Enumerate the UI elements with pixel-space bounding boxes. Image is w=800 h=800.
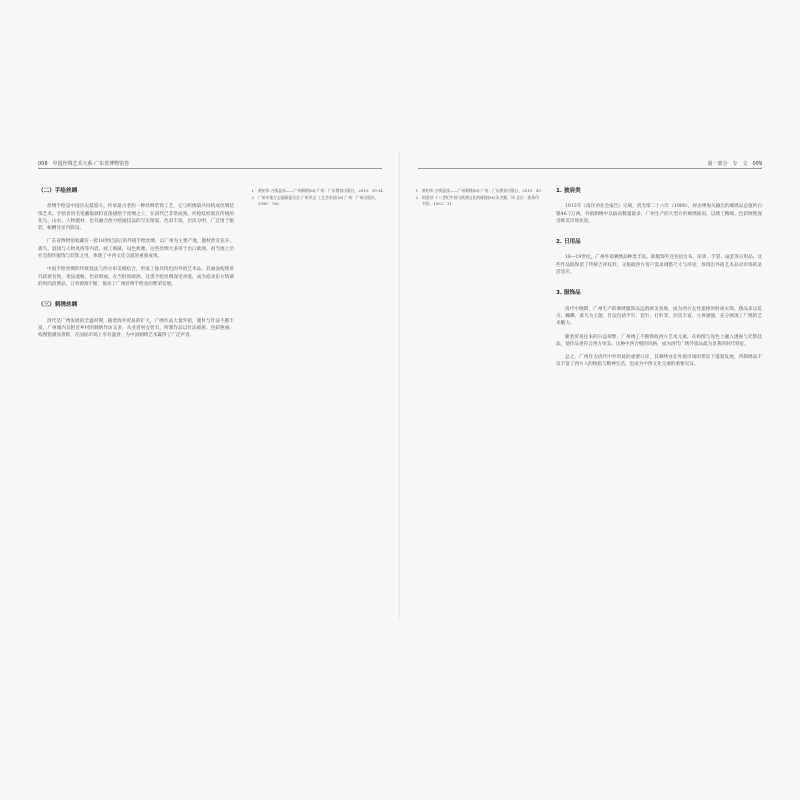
footnote bbox=[412, 188, 542, 194]
footnote bbox=[248, 188, 388, 194]
section-heading: 3. 服饰品 bbox=[556, 290, 581, 297]
footnote-text: 黄柏华.万绣盈丝——广州刺绣[M].广州：广东教育出版社，2010：19-24. bbox=[258, 188, 385, 193]
section-heading: （三）刺绣丝绸 bbox=[38, 302, 78, 309]
paragraph: 1913年《南洋劝业会报告》记载，清光绪二十六年（1900），经由粤海关输出的刺绣品总值约白银46.7万两。外销刺绣中以披肩数量最多，广州生产的大型方形刺绣披肩，以绣工精细、色彩鲜艳深受欧美市场欢迎。 bbox=[556, 204, 762, 224]
footnote bbox=[412, 195, 542, 207]
section-heading: 2. 日用品 bbox=[556, 239, 581, 246]
paragraph: 总之，广州作为清代中外贸易的重要口岸，其刺绣业在外销市场的带动下蓬勃发展，所制绣品不仅丰富了西方人的物质与精神生活，也成为中西文化交流的重要见证。 bbox=[556, 355, 762, 368]
footnote-text: 黄柏华.万绣盈丝——广州刺绣[M].广州：广东教育出版社，2010：49. bbox=[422, 188, 542, 193]
paragraph: 清代是广绣发展的全盛时期，随着海外贸易的扩大，广绣作品大量外销，题材与针法不断丰富。广州城内及附近乡村的刺绣作坊众多，从业者男女皆有，所制作品以针法细密、色彩艳丽、构图饱满而著称，在国际市场上享有盛誉，为中国刺绣艺术赢得了广泛声誉。 bbox=[38, 318, 234, 339]
right-page-footnotes bbox=[412, 188, 542, 208]
section-heading: 1. 披肩类 bbox=[556, 188, 581, 194]
footnote-number: 1 bbox=[251, 188, 254, 193]
section-daily-goods bbox=[556, 239, 762, 276]
left-page-footnotes bbox=[248, 188, 388, 208]
section-hand-painted-silk bbox=[38, 188, 234, 288]
paragraph: 中国手绘丝绸的传统技法与西方审美相结合，形成了独具特色的外销艺术品。其画面构图讲究疏密有致，笔法流畅，色彩明丽。在当时的欧洲，这类手绘丝绸深受喜爱，成为追求东方情调的时尚消费品，订单源源不断，推动了广州丝绸手绘业的繁荣发展。 bbox=[38, 267, 234, 287]
right-page-main-column bbox=[556, 188, 762, 375]
footnote bbox=[248, 195, 388, 207]
paragraph: 清代中晚期，广州生产的刺绣服饰品远销欧美各地，成为西方女性追捧的时尚衣饰。绣品多以花卉、蝴蝶、禽鸟为主题，针法包括平针、套针、打籽等，层次丰富，立体感强，充分展现了广绣的艺术魅力。 bbox=[556, 306, 762, 327]
left-page-main-column bbox=[38, 188, 234, 345]
footnote-number: 2 bbox=[415, 195, 418, 200]
section-embroidered-silk bbox=[38, 302, 234, 339]
section-apparel bbox=[556, 290, 762, 368]
paragraph: 随着贸易往来的日益频繁，广州绣工不断吸收西方艺术元素，在构图与设色上融入透视与光影技法，使作品更符合西方审美。这种中西合璧的风格，成为清代广绣外销品最为显著的时代特征。 bbox=[556, 334, 762, 347]
paragraph: 丝绸手绘是中国历史最悠久、传承最古老的一种丝绸装饰工艺，它与织绣染共同构成丝绸装饰艺术。手绘者用毛笔蘸取颜料直接描绘于丝绸之上，在清代已非常成熟，所绘纹样既有传统的花鸟、山水、人物题材，也有融合西方绘画技法的写实图案，色彩丰富，层次分明，广泛用于服装、帐幔及室内陈设。 bbox=[38, 204, 234, 232]
paragraph: 广东省博物馆收藏有一批18世纪前后的外销手绘丝绸，以广州为主要产地，题材涉及花卉、禽鸟、庭园与人物风俗等内容，画工细腻，设色典雅。这些丝绸大多用于出口欧洲，供当地上层社会制作服饰与装饰之用，体现了中西文化交流的重要成果。 bbox=[38, 239, 234, 260]
running-head-right: 第一部分 专 文 009 bbox=[707, 161, 762, 167]
paragraph: 18—19世纪，广州外销刺绣品种类丰富，除服饰外还包括台布、床罩、手袋、扇套等日用品。这些作品既保留了传统吉祥纹样，又根据西方客户需求调整尺寸与用途，体现出外销艺术品对市场的灵活适应。 bbox=[556, 255, 762, 276]
footnote-text: 广州市地方志编纂委员会.广州市志·工艺美术卷[M].广州：广州出版社，1996：756. bbox=[258, 195, 379, 206]
running-head-left: 008 中国丝绸艺术大系·广东省博物馆卷 bbox=[38, 161, 130, 167]
page-gutter bbox=[399, 150, 401, 620]
header-rule-left bbox=[38, 168, 382, 169]
section-shawls bbox=[556, 188, 762, 225]
footnote-number: 1 bbox=[415, 188, 418, 193]
footnote-number: 2 bbox=[251, 195, 254, 200]
footnote-text: 阿嘉莎.十八世纪中国与欧洲文化的碰撞[M].朱杰勤，译.北京：商务印书馆，1962：31. bbox=[422, 195, 539, 206]
section-heading: （二）手绘丝绸 bbox=[38, 188, 78, 194]
header-rule-right bbox=[418, 168, 762, 169]
